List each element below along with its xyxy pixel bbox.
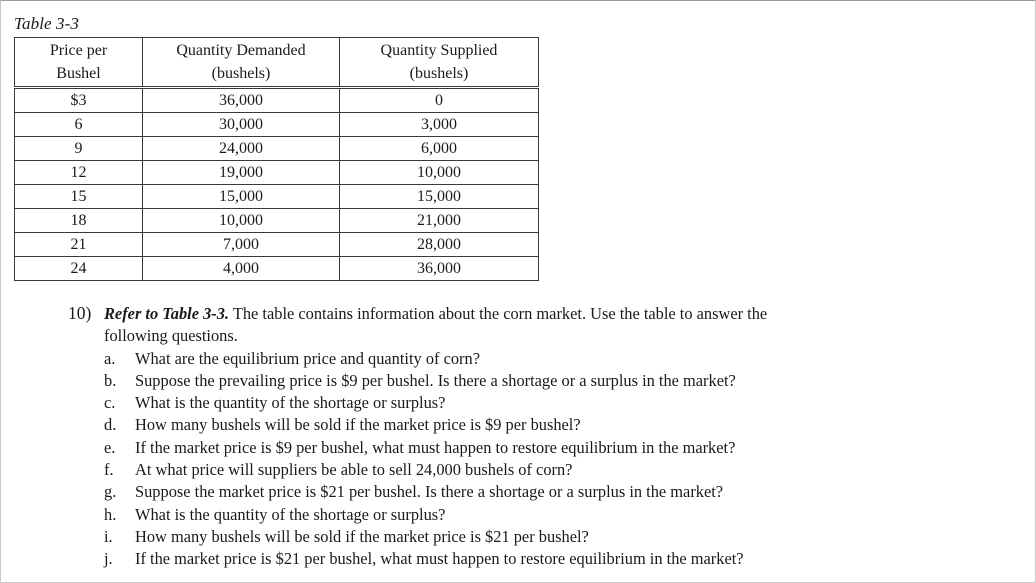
part-letter: d. bbox=[104, 415, 117, 435]
table-row bbox=[15, 88, 539, 113]
table-row bbox=[15, 257, 539, 281]
header-price bbox=[15, 38, 143, 88]
cell-supplied: 0 bbox=[340, 88, 539, 113]
part-letter: f. bbox=[104, 460, 114, 480]
header-price-line1: Price per bbox=[49, 42, 108, 59]
part-text: What are the equilibrium price and quantity of corn? bbox=[135, 348, 480, 368]
cell-demanded: 36,000 bbox=[143, 88, 340, 113]
cell-price: $3 bbox=[15, 88, 143, 113]
cell-supplied: 28,000 bbox=[340, 233, 539, 257]
part-text: Suppose the prevailing price is $9 per bushel. Is there a shortage or a surplus in the market? bbox=[135, 370, 736, 390]
part-letter: i. bbox=[104, 526, 113, 546]
list-item bbox=[68, 437, 988, 459]
part-text: What is the quantity of the shortage or surplus? bbox=[135, 504, 446, 524]
table-row bbox=[15, 161, 539, 185]
header-price-line2: Bushel bbox=[56, 65, 101, 82]
list-item bbox=[68, 459, 988, 481]
list-item bbox=[68, 526, 988, 548]
table-caption: Table 3-3 bbox=[14, 14, 79, 33]
list-item bbox=[68, 392, 988, 414]
cell-price: 6 bbox=[15, 113, 143, 137]
question-block bbox=[68, 302, 988, 571]
part-letter: e. bbox=[104, 437, 116, 457]
part-text: If the market price is $9 per bushel, what must happen to restore equilibrium in the market? bbox=[135, 437, 736, 457]
header-quantity-supplied bbox=[340, 38, 539, 88]
cell-demanded: 24,000 bbox=[143, 137, 340, 161]
table-row bbox=[15, 209, 539, 233]
part-letter: b. bbox=[104, 370, 117, 390]
cell-price: 9 bbox=[15, 137, 143, 161]
part-text: Suppose the market price is $21 per bushel. Is there a shortage or a surplus in the market? bbox=[135, 482, 724, 502]
cell-supplied: 6,000 bbox=[340, 137, 539, 161]
list-item bbox=[68, 348, 988, 370]
part-letter: j. bbox=[104, 549, 113, 569]
list-item bbox=[68, 548, 988, 570]
part-letter: g. bbox=[104, 482, 117, 502]
question-intro-line1: The table contains information about the corn market. Use the table to answer the bbox=[229, 304, 768, 323]
cell-supplied: 15,000 bbox=[340, 185, 539, 209]
cell-supplied: 10,000 bbox=[340, 161, 539, 185]
cell-price: 15 bbox=[15, 185, 143, 209]
cell-demanded: 30,000 bbox=[143, 113, 340, 137]
list-item bbox=[68, 370, 988, 392]
part-letter: a. bbox=[104, 348, 116, 368]
cell-demanded: 10,000 bbox=[143, 209, 340, 233]
question-intro-line2: following questions. bbox=[104, 326, 238, 346]
list-item bbox=[68, 481, 988, 503]
table-row bbox=[15, 137, 539, 161]
table-header-row bbox=[15, 38, 539, 88]
cell-demanded: 19,000 bbox=[143, 161, 340, 185]
question-reference: Refer to Table 3-3. bbox=[104, 304, 230, 323]
header-quantity-demanded bbox=[143, 38, 340, 88]
part-letter: c. bbox=[104, 393, 116, 413]
header-supplied-line2: (bushels) bbox=[409, 65, 469, 82]
part-text: What is the quantity of the shortage or surplus? bbox=[135, 393, 446, 413]
header-supplied-line1: Quantity Supplied bbox=[380, 42, 498, 59]
question-intro bbox=[68, 302, 988, 325]
header-demanded-line2: (bushels) bbox=[211, 65, 271, 82]
part-text: If the market price is $21 per bushel, what must happen to restore equilibrium in the market? bbox=[135, 549, 744, 569]
part-text: How many bushels will be sold if the market price is $9 per bushel? bbox=[135, 415, 581, 435]
cell-price: 12 bbox=[15, 161, 143, 185]
cell-price: 21 bbox=[15, 233, 143, 257]
question-number: 10) bbox=[68, 303, 92, 323]
cell-demanded: 7,000 bbox=[143, 233, 340, 257]
cell-supplied: 36,000 bbox=[340, 257, 539, 281]
cell-demanded: 15,000 bbox=[143, 185, 340, 209]
table-row bbox=[15, 233, 539, 257]
cell-price: 24 bbox=[15, 257, 143, 281]
cell-supplied: 3,000 bbox=[340, 113, 539, 137]
part-text: At what price will suppliers be able to sell 24,000 bushels of corn? bbox=[135, 460, 573, 480]
list-item bbox=[68, 504, 988, 526]
supply-demand-table bbox=[14, 37, 539, 281]
question-parts-list bbox=[68, 348, 988, 571]
table-row bbox=[15, 113, 539, 137]
part-letter: h. bbox=[104, 504, 117, 524]
header-demanded-line1: Quantity Demanded bbox=[176, 42, 306, 59]
part-text: How many bushels will be sold if the market price is $21 per bushel? bbox=[135, 526, 589, 546]
list-item bbox=[68, 414, 988, 436]
cell-demanded: 4,000 bbox=[143, 257, 340, 281]
table-row bbox=[15, 185, 539, 209]
cell-price: 18 bbox=[15, 209, 143, 233]
cell-supplied: 21,000 bbox=[340, 209, 539, 233]
